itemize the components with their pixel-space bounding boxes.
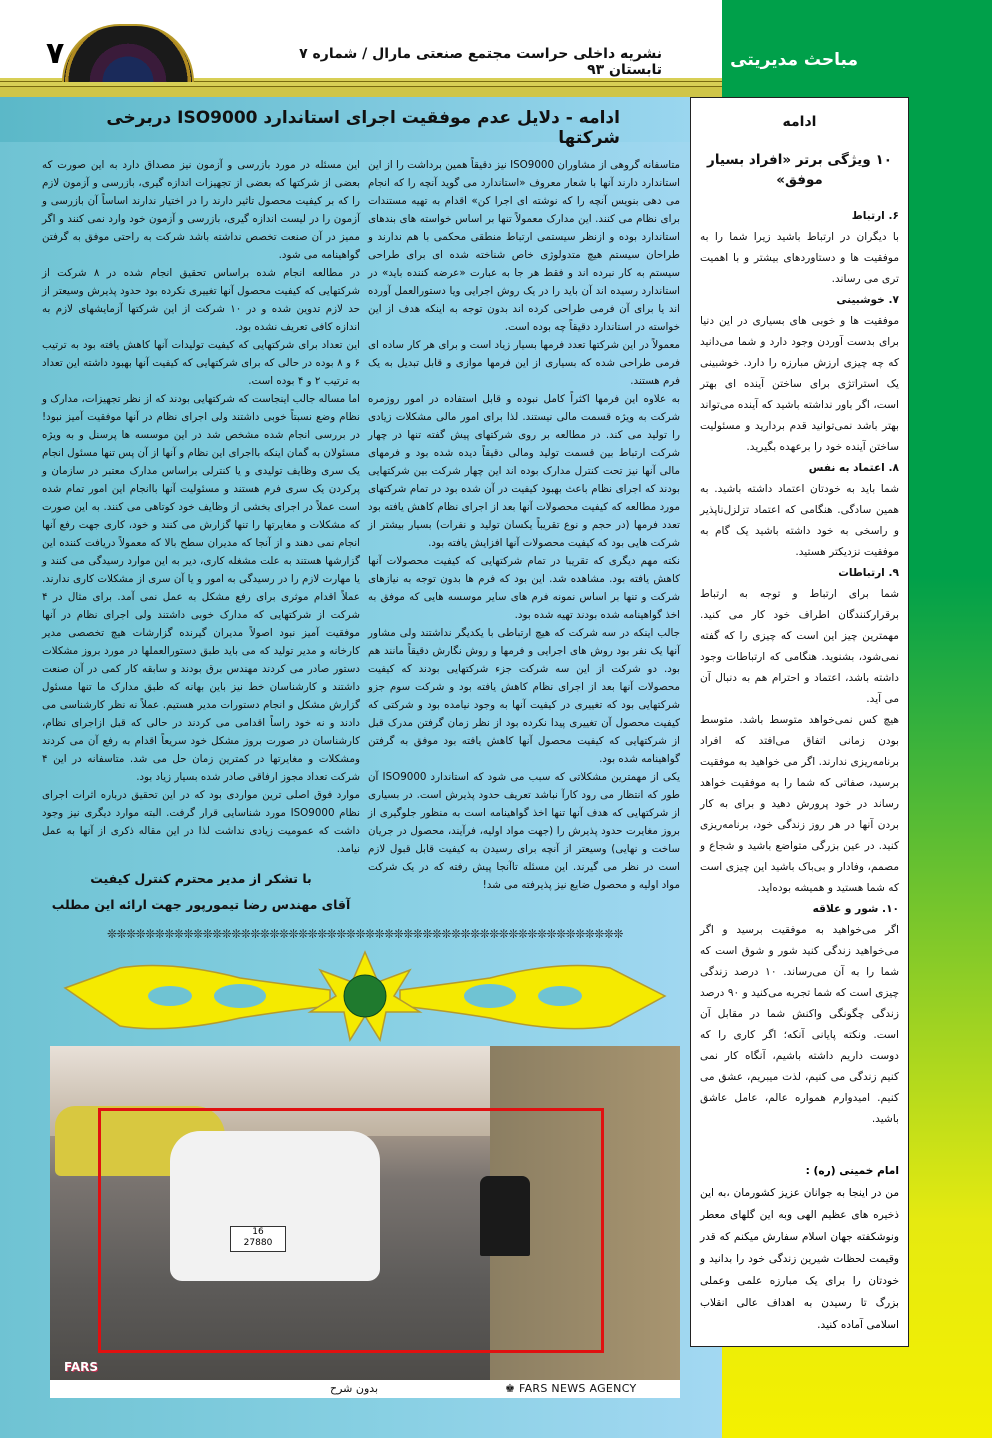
quote-heading: امام خمینی (ره) : xyxy=(805,1165,899,1177)
photo-caption-bar xyxy=(50,1380,680,1398)
article-paragraph: متاسفانه گروهی از مشاوران ISO9000 نیز دقیقاً همین برداشت را از این استاندارد دارند آنها با شعار معروف «استاندارد می گوید آنچه را که انجام می دهی بنویس آنچه را که نوشته ای اجرا کن» اقدام به تهیه مستندات برای نظام می کنند. این مدارک معمولاً تنها بر اساس خواسته های بندهای استاندارد بوده و ازنظر سیستمی ارتباط منطقی محکمی با هم ندارند و طراحان سیستم هیچ متدولوژی خاص شناخته شده ای برای طراحی سیستم به کار نبرده اند و فقط هر جا به عبارت «عرضه کننده باید» در استاندارد رسیده اند آن باید را در یک روش اجرایی ویا دستورالعمل آورده اند یا برای آن فرمی طراحی کرده اند بدون توجه به اینکه هدف از این خواسته در استاندارد دقیقاً چه بوده است. xyxy=(368,159,680,333)
article-title: ادامه - دلایل عدم موفقیت اجرای استاندارد ISO9000 دربرخی شرکتها xyxy=(106,108,620,148)
sidebar-item-heading: ۹. ارتباطات xyxy=(838,567,899,579)
article-paragraph: جالب اینکه در سه شرکت که هیچ ارتباطی با یکدیگر نداشتند ولی مشاور آنها یک نفر بود روش های اجرایی و فرمها و روش نگارش دقیقاً مانند هم بود. دو شرکت از این سه شرکت جزء شرکتهایی بودند که کیفیت محصولات آنها بعد از اجرای نظام کاهش یافته بود و شرکت سوم جزو شرکتهایی بود که تغییری در کیفیت آنها به وجود نیامده بود و شرکتی که کیفیت محصول آن تغییری پیدا نکرده بود از نظر زمان گرفتن مدرک قبل از شرکتهایی که کیفیت محصول آنها کاهش یافته بود موفق به گرفتن گواهینامه شده بود. xyxy=(368,627,680,765)
floral-ornament-icon xyxy=(60,950,670,1042)
crown-icon: ♚ xyxy=(505,1382,519,1395)
sidebar-paragraph: موفقیت ها و خوبی های بسیاری در این دنیا برای بدست آوردن وجود دارد و شما می‌دانید که چه چیزی ارزش مبارزه را دارد. خوشبینی یک استراتژی برای ساختن آینده ای بهتر است، اگر باور نداشته باشید که آینده می‌تواند بهتر باشد نمی‌توانید قدم بردارید و مسئولیت ساختن آینده خود را برعهده بگیرید. xyxy=(700,315,899,453)
article-paragraph: اما مساله جالب اینجاست که شرکتهایی بودند که از نظر تجهیزات، مدارک و نظام وضع نسبتاً خوبی داشتند ولی اجرای نظام در آنها موفقیت آمیز نبود! در بررسی انجام شده مشخص شد در این موسسه ها پرسنل و به ویژه مسئولان به گمان اینکه بااجرای این نظام و آنها از آن پس تنها مسئول انجام یک سری وظایف تولیدی و یا کنترلی براساس مدارک معتبر در سازمان و پرکردن یک سری فرم هستند و مسئولیت آنها باانجام این امور تمام شده است عملاً در اجرای بخشی از وظایف خود کوتاهی می کنند. به این صورت که مشکلات و مغایرتها را تنها گزارش می کنند و خود، کاری جهت رفع آنها انجام نمی دهند و از آنجا که مدیران سطح بالا که معمولاً دریافت کننده این گزارشها هستند به علت مشغله کاری، دیر به این موارد رسیدگی می کنند و یا مهارت لازم را در رسیدگی به امور و یا آن سری از مشکلات کاری ندارند. عملاً اقدام موثری برای رفع مشکل به عمل نمی آمد. برای مثال در ۴ شرکت از شرکتهایی که مدارک خوبی داشتند ولی اجرای نظام در آنها موفقیت آمیز نبود اصولاً مدیران گیرنده گزارشات هیچ تخصصی مدیر کارخانه و مدیر تولید که می باید طبق دستورالعملها در مورد بروز مشکلات دستور صادر می کردند مهندس برق بودند و سابقه کار کمی در آن صنعت داشتند و کارشناسان خط نیز باین بهانه که طبق مدارک ما تنها مسئول گزارش مشکل و انجام دستورات مدیر هستیم. عملاً نه نظر کارشناسی می دادند و نه خود راساً اقدامی می کردند در حالی که قبل ازاجرای نظام، کارشناسان در صورت بروز مشکل خود سریعاً اقدام به رفع آن می کردند ومشکلات و مغایرتها در کمترین زمان حل می شد. متاسفانه در این ۴ شرکت تعداد مجوز ارفاقی صادر شده بسیار زیاد بود. xyxy=(42,393,360,783)
article-paragraph: در مطالعه انجام شده براساس تحقیق انجام شده در ۸ شرکت از شرکتهایی که کیفیت محصول آنها تغییری نکرده بود حدود پذیرش وسیعتر از حد لازم تدوین شده و در ۱۰ شرکت از این شرکتها آزمایشهای لازم به اندازه کافی تعریف نشده بود. xyxy=(42,267,360,333)
sidebar-paragraph: اگر می‌خواهید به موفقیت برسید و اگر می‌خواهید زندگی کنید شور و شوق است که شما را به آن می‌رساند. ۱۰ درصد زندگی چیزی است که شما تجربه می‌کنید و ۹۰ درصد زندگی چگونگی واکنش شما در مقابل آن است. ونکته پایانی آنکه؛ اگر کاری را که دوست داریم داشته باشیم، آنگاه کار نمی کنیم زندگی می کنیم، لذت میبریم، عشق می کنیم. امیدوارم همواره عالم، عامل عاشق باشید. xyxy=(700,924,900,1125)
article-paragraph: یکی از مهمترین مشکلاتی که سبب می شود که استاندارد ISO9000 آن طور که انتظار می رود کارآ نباشد تعریف حدود پذیرش است. در بسیاری از شرکتهایی که هدف آنها تنها اخذ گواهینامه است به منظور جلوگیری از بروز مغایرت حدود پذیرش را (جهت مواد اولیه، فرآیند، محصول در جریان ساخت و نهایی) وسیعتر از آنچه برای رسیدن به کیفیت قابل قبول لازم است در نظر می گیرند. این مسئله تاآنجا پیش رفته که در یک شرکت مواد اولیه و محصول ضایع نیز پذیرفته می شد! xyxy=(368,771,680,891)
article-column-left xyxy=(42,156,360,918)
fars-watermark: FARS xyxy=(64,1360,98,1374)
sidebar-item-heading: ۱۰. شور و علاقه xyxy=(812,903,899,915)
article-paragraph: این مسئله در مورد بازرسی و آزمون نیز مصداق دارد به این صورت که بعضی از شرکتها که بعضی از تجهیزات اندازه گیری، بازرسی و آزمون لازم را که بر کیفیت محصول تاثیر دارند را در اختیار ندارند اساساً آن بازرسی و آزمون را در لیست اندازه گیری، بازرسی و آزمون خود وارد نمی کنند و اگر ممیز در آن صنعت تخصص نداشته باشد شرکت به راحتی موفق به گرفتن گواهینامه می شود. xyxy=(42,159,360,261)
article-paragraph: نکته مهم دیگری که تقریبا در تمام شرکتهایی که کیفیت محصولات آنها کاهش یافته بود. مشاهده شد. این بود که فرم ها بدون توجه به نیازهای شرکت و تنها بر اساس نمونه فرم های سایر موسسه هایی که موفق به اخذ گواهینامه شده بودند تهیه شده بود. xyxy=(368,555,680,621)
sidebar-paragraph: با دیگران در ارتباط باشید زیرا شما را به موفقیت ها و دستاوردهای بیشتر و با اهمیت تری می رساند. xyxy=(700,231,899,285)
license-plate: 16 27880 xyxy=(230,1226,286,1252)
article-paragraph: معمولاً در این شرکتها تعدد فرمها بسیار زیاد است و برای هر کار ساده ای فرمی طراحی شده که بسیاری از این فرمها موازی و قابل تبدیل به یک فرم هستند. xyxy=(368,339,680,387)
sidebar-box xyxy=(690,97,909,1347)
article-paragraph: موارد فوق اصلی ترین مواردی بود که در این تحقیق درباره اثرات اجرای نظام ISO9000 مورد شناسایی قرار گرفت. البته موارد دیگری نیز وجود داشت که عمومیت زیادی نداشت لذا در این مقاله ذکری از آنها به عمل نیامد. xyxy=(42,789,360,855)
agency-credit xyxy=(505,1382,637,1396)
sidebar-item-heading: ۸. اعتماد به نفس xyxy=(808,462,899,474)
thanks-line-1: با تشکر از مدیر محترم کنترل کیفیت xyxy=(90,871,312,886)
sidebar-title: ۱۰ ویژگی برتر «افراد بسیار موفق» xyxy=(707,152,892,188)
news-photo xyxy=(50,1046,680,1380)
highlight-frame xyxy=(98,1108,604,1353)
sidebar-sections xyxy=(700,206,899,1130)
page-number: ۷ xyxy=(46,36,65,71)
star-divider: ❊❊❊❊❊❊❊❊❊❊❊❊❊❊❊❊❊❊❊❊❊❊❊❊❊❊❊❊❊❊❊❊❊❊❊❊❊❊❊❊❊❊❊❊❊❊❊❊❊❊❊❊❊❊ xyxy=(107,927,623,941)
article-column-middle xyxy=(368,156,680,894)
sidebar-item-heading: ۶. ارتباط xyxy=(851,210,899,222)
sidebar-item-heading: ۷. خوشبینی xyxy=(836,294,899,306)
sidebar-paragraph: شما باید به خودتان اعتماد داشته باشید. به همین سادگی. هنگامی که اعتماد تزلزل‌ناپذیر و راسخی به خود داشته باشید یک گام به موفقیت نزدیکتر هستید. xyxy=(700,483,899,558)
section-title: مباحث مدیریتی xyxy=(730,50,858,70)
photo-caption: بدون شرح xyxy=(330,1382,379,1395)
sidebar-paragraph: شما برای ارتباط و توجه به ارتباط برقرارکنندگان اطراف خود کار می کنید. مهمترین چیز این است که چیزی را که گفته نمی‌شود، بشنوید. هنگامی که ارتباطات وجود داشته باشد، اعتماد و احترام هم به دنبال آن می آید. xyxy=(700,588,899,705)
thanks-line-2: آقای مهندس رضا تیمورپور جهت ارائه این مطلب xyxy=(51,897,351,912)
left-column-paragraphs xyxy=(42,156,360,858)
article-paragraph: به علاوه این فرمها اکثراً کامل نبوده و قابل استفاده در امور روزمره شرکت به ویژه قسمت مالی نیستند. لذا برای امور مالی مشکلات زیادی را تولید می کند. در مطالعه بر روی شرکتهای پیش گفته تنها در چهار شرکت ارتباط بین قسمت تولید ومالی دقیقاً دیده شده بود و فرمهای مالی آنها نیز تحت کنترل مدارک بوده اند این چهار شرکت بین شرکتهایی بودند که اجرای نظام باعث بهبود کیفیت در آن شده بود در تمام شرکتهای مورد مطالعه که کیفیت محصولات آنها بعد از اجرای نظام کاهش یافته بود تعدد فرمها (در حجم و نوع تقریباً یکسان تولید و نفرات) بسیار بیشتر از شرکت هایی بود که کیفیت محصولات آنها افزایش یافته بود. xyxy=(368,393,680,549)
agency-name: FARS NEWS AGENCY xyxy=(518,1382,637,1395)
article-paragraph: این تعداد برای شرکتهایی که کیفیت تولیدات آنها کاهش یافته بود به ترتیب ۶ و ۸ بوده در حالی که برای شرکتهایی که کیفیت آنها بهبود داشته این تعداد به ترتیب ۲ و ۴ بوده است. xyxy=(42,339,360,387)
sidebar-continued: ادامه xyxy=(782,114,817,130)
quote-text: من در اینجا به جوانان عزیز کشورمان ،به این ذخیره های عظیم الهی وبه این گلهای معطر ونوشکفته جهان اسلام سفارش میکنم که قدر وقیمت لحظات شیرین زندگی خود را بدانید و خودتان را برای یک مبارزه علمی وعملی بزرگ تا رسیدن به اهداف عالی انقلاب اسلامی آماده کنید. xyxy=(700,1187,899,1331)
quote-block xyxy=(691,1160,908,1336)
sidebar-paragraph: هیچ کس نمی‌خواهد متوسط باشد. متوسط بودن زمانی اتفاق می‌افتد که افراد برنامه‌ریزی ندارند. اگر می خواهید به موفقیت برسید، صفاتی که شما را به موفقیت خواهد رساند در خود پرورش دهید و برای به کار بردن آنها در هر روز زندگی خود، برنامه‌ریزی کنید. در عین بزرگی متواضع باشید و شجاع و مصمم، وفادار و بی‌باک باشید این چیزی است که شما هستید و همیشه بوده‌اید. xyxy=(700,714,899,894)
magazine-title: نشریه داخلی حراست مجتمع صنعتی مارال / شماره ۷ تابستان ۹۳ xyxy=(299,46,662,78)
